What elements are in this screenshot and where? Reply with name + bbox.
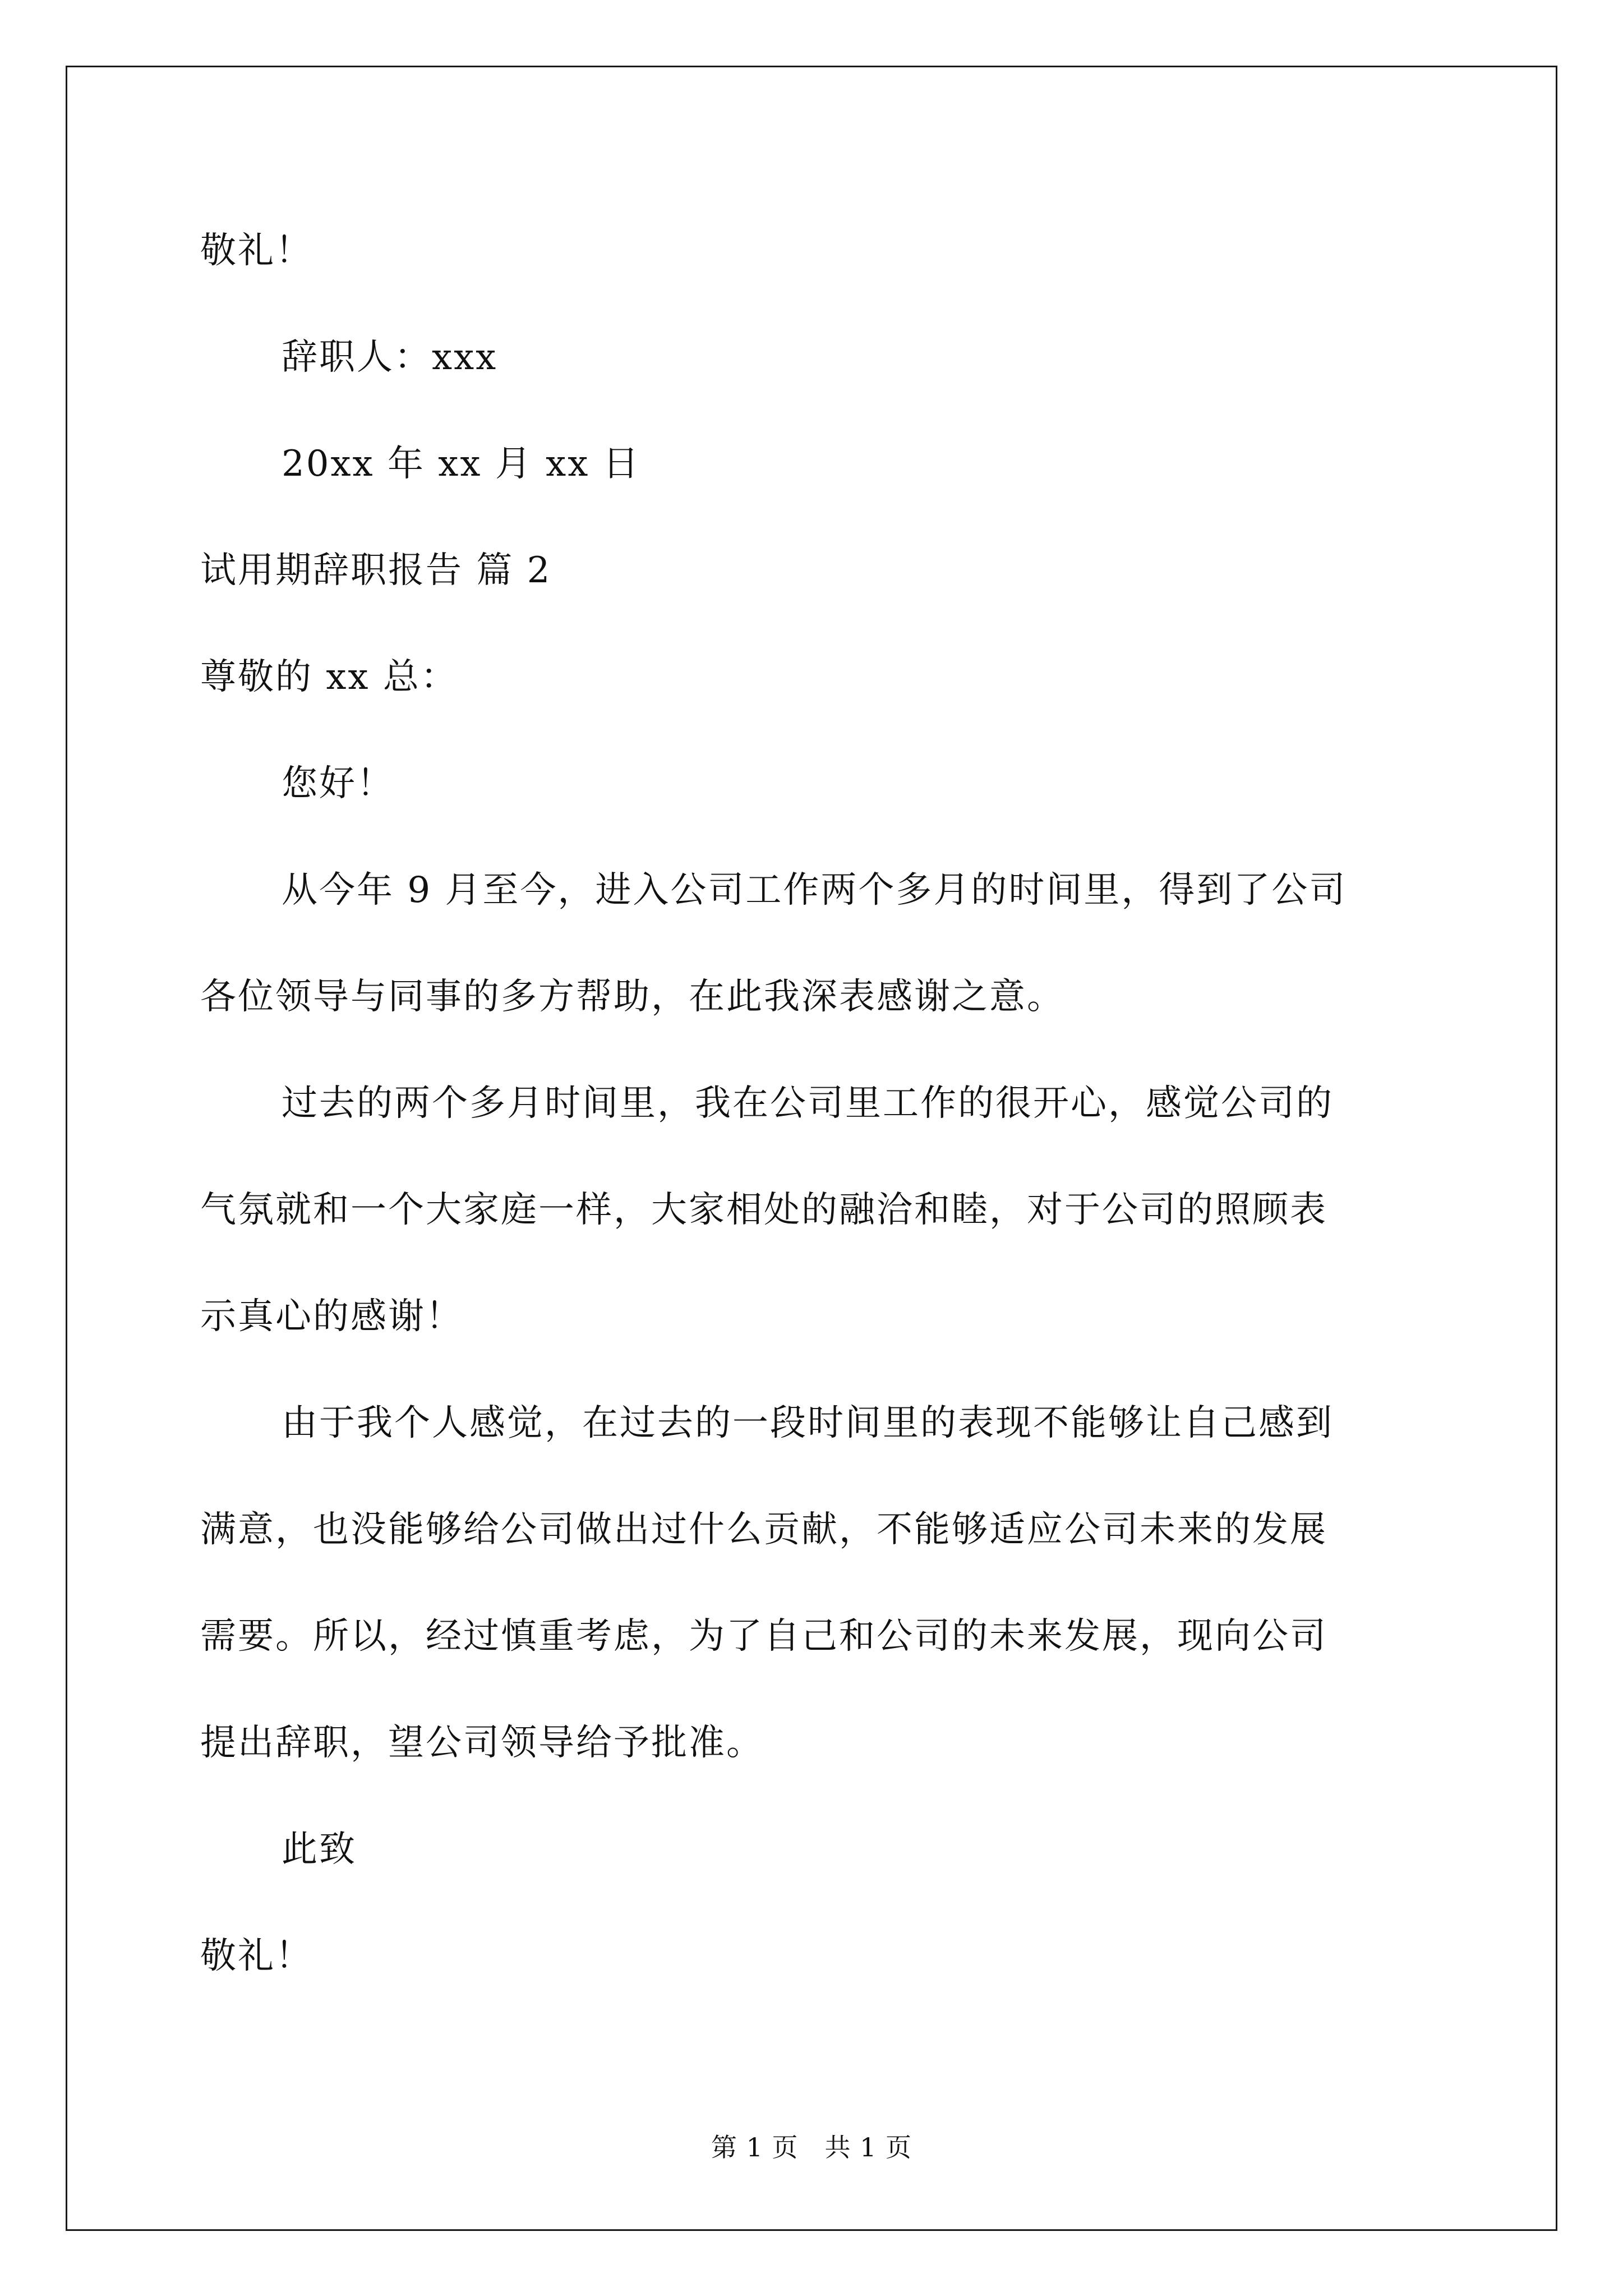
page-border	[66, 66, 1557, 2231]
closing-salutation-1: 敬礼！	[200, 230, 313, 272]
paragraph-1-line-1: 从今年 9 月至今，进入公司工作两个多月的时间里，得到了公司	[282, 869, 1347, 911]
greeting-recipient: 尊敬的 xx 总：	[200, 656, 458, 698]
closing-salutation-2: 敬礼！	[200, 1935, 313, 1977]
paragraph-2-line-3: 示真心的感谢！	[200, 1296, 463, 1337]
resigner-name-line: 辞职人：xxx	[282, 337, 498, 378]
paragraph-3-line-1: 由于我个人感觉，在过去的一段时间里的表现不能够让自己感到	[282, 1402, 1334, 1444]
closing-phrase: 此致	[282, 1829, 357, 1870]
paragraph-2-line-1: 过去的两个多月时间里，我在公司里工作的很开心，感觉公司的	[282, 1083, 1334, 1124]
section-title: 试用期辞职报告 篇 2	[200, 550, 552, 591]
date-line: 20xx 年 xx 月 xx 日	[282, 443, 640, 485]
paragraph-1-line-2: 各位领导与同事的多方帮助，在此我深表感谢之意。	[200, 976, 1064, 1018]
page-number-footer: 第 1 页 共 1 页	[711, 2132, 912, 2162]
paragraph-3-line-2: 满意，也没能够给公司做出过什么贡献，不能够适应公司未来的发展	[200, 1509, 1327, 1550]
paragraph-3-line-4: 提出辞职，望公司领导给予批准。	[200, 1722, 764, 1764]
paragraph-3-line-3: 需要。所以，经过慎重考虑，为了自己和公司的未来发展，现向公司	[200, 1616, 1327, 1657]
greeting-hello: 您好！	[282, 763, 394, 804]
paragraph-2-line-2: 气氛就和一个大家庭一样，大家相处的融洽和睦，对于公司的照顾表	[200, 1189, 1327, 1231]
